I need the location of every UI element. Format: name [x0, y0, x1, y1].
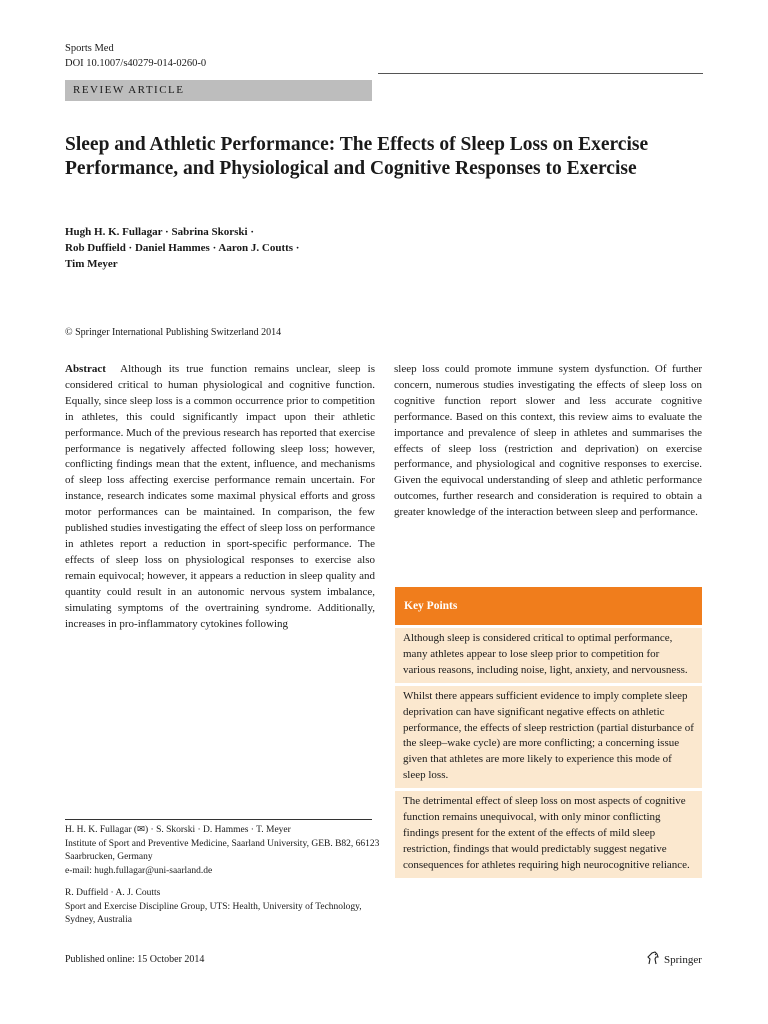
author-list — [65, 224, 385, 272]
footnote-authors: R. Duffield · A. J. Coutts — [65, 888, 161, 898]
footnote-affiliation-1 — [65, 824, 385, 878]
footnote-affiliation: Sport and Exercise Discipline Group, UTS: Health, University of Technology, Sydney, Australia — [65, 901, 362, 925]
author-line: Tim Meyer — [65, 258, 118, 270]
key-point-item: Whilst there appears sufficient evidence to imply complete sleep deprivation can have significant negative effects on athletic performance, the effects of sleep restriction (partial disturbance of the sleep–wake cycle) are more conflicting; a concerning issue given that athletes are more likely to experience this mode of sleep loss. — [395, 686, 702, 788]
journal-header — [65, 41, 206, 71]
footnote-affiliation: Institute of Sport and Preventive Medicine, Saarland University, GEB. B82, 66123 Saarbrucken, Germany — [65, 838, 380, 862]
doi[interactable]: DOI 10.1007/s40279-014-0260-0 — [65, 58, 207, 69]
springer-horse-icon — [646, 951, 660, 968]
footnote-authors: H. H. K. Fullagar (✉) · S. Skorski · D. Hammes · T. Meyer — [65, 825, 291, 835]
publisher-name: Springer — [664, 953, 702, 966]
abstract-label: Abstract — [65, 363, 106, 375]
header-rule — [378, 73, 703, 74]
journal-name: Sports Med — [65, 43, 114, 54]
abstract-column-right: sleep loss could promote immune system dysfunction. Of further concern, numerous studies investigating the effects of sleep loss on cognitive function report slower and less accurate cognitive performance. Based on this context, this review aims to evaluate the importance and prevalence of sleep in athletes and summarises the effects of sleep loss (restriction and deprivation) on exercise performance, and physiological and cognitive responses to exercise. Given the equivocal understanding of sleep and athletic performance outcomes, further research and consideration is required to obtain a greater knowledge of the interaction between sleep and performance. — [394, 363, 702, 519]
abstract-column-left — [65, 362, 375, 632]
author-line: Hugh H. K. Fullagar · Sabrina Skorski · — [65, 226, 254, 238]
publisher-logo — [646, 951, 702, 968]
copyright-notice: © Springer International Publishing Switzerland 2014 — [65, 327, 282, 338]
footnote-rule — [65, 819, 372, 820]
key-points-heading: Key Points — [395, 587, 702, 625]
key-point-item: Although sleep is considered critical to optimal performance, many athletes appear to lose sleep prior to competition for various reasons, including noise, light, anxiety, and nervousness. — [395, 628, 702, 683]
key-points-box — [395, 587, 702, 878]
footnote-email[interactable]: e-mail: hugh.fullagar@uni-saarland.de — [65, 865, 213, 876]
key-point-item: The detrimental effect of sleep loss on most aspects of cognitive function remains unequivocal, with only minor conflicting findings present for the extent of the effects of mild sleep restriction, findings that would predictably suggest negative consequences for athletes requiring high neurocognitive reliance. — [395, 791, 702, 878]
abstract-text: Although its true function remains unclear, sleep is considered critical to human physiological and cognitive function. Equally, since sleep loss is a common occurrence prior to competition in athletes, this could significantly impact upon their athletic performance. Much of the previous research has reported that exercise performance is negatively affected following sleep loss; however, conflicting findings mean that the extent, influence, and mechanisms of sleep loss affecting exercise performance remain uncertain. For instance, research indicates some maximal physical efforts and gross motor performances can be maintained. In comparison, the few published studies investigating the effect of sleep loss on performance in athletes report a reduction in sport-specific performance. The effects of sleep loss on physiological responses to exercise also remain equivocal; however, it appears a reduction in sleep quality and quantity could result in an autonomic nervous system imbalance, simulating symptoms of the overtraining syndrome. Additionally, increases in pro-inflammatory cytokines following — [65, 363, 375, 630]
article-type-badge: REVIEW ARTICLE — [65, 80, 372, 101]
author-line: Rob Duffield · Daniel Hammes · Aaron J. Coutts · — [65, 242, 300, 254]
article-title: Sleep and Athletic Performance: The Effects of Sleep Loss on Exercise Performance, and Physiological and Cognitive Responses to Exercise — [65, 134, 649, 179]
published-date: Published online: 15 October 2014 — [65, 954, 205, 965]
footnote-affiliation-2 — [65, 887, 385, 928]
